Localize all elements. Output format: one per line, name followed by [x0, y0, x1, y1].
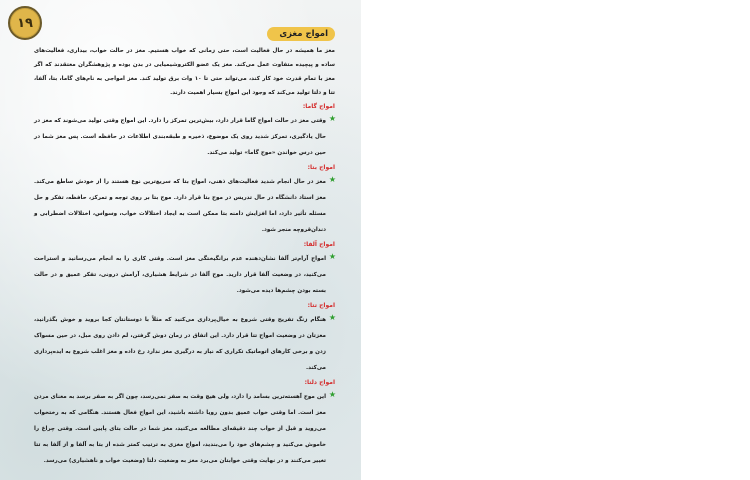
star-icon: ★ [328, 175, 336, 185]
section-text: این موج آهسته‌ترین بسامد را دارد، ولی هیچ وقت به صفر نمی‌رسد، چون اگر به صفر برسد به معنای مردن مغز است. اما وقتی خواب عمیق بدون رویا داشته باشید، این امواج فعال هستند. هنگامی که به رختخواب می‌روید و قبل از خواب چند دقیقه‌ای مطالعه می‌کنید، مغز شما در حالت بتای پایین است. وقتی چراغ را خاموش می‌کنید و چشم‌های خود را می‌بندید، امواج مغزی به ترتیب کمتر شده از بتا به آلفا و از آلفا به تتا تغییر می‌کنند و در نهایت وقتی خوابتان می‌برد مغز به وضعیت دلتا (وضعیت خواب و ناهشیاری) می‌رسد. [34, 394, 326, 465]
star-icon: ★ [328, 114, 336, 124]
section-heading: امواج تتا: [307, 302, 335, 310]
intro-paragraph: مغز ما همیشه در حال فعالیت است، حتی زمانی که خواب هستیم. مغز در حالت خواب، بیداری، فعالیت‌های ساده و پیچیده متفاوت عمل می‌کند. مغز یک عضو الکتروشیمیایی در بدن بوده و پژوهشگران معتقدند که اگر مغز با تمام قدرت خود کار کند، می‌تواند حتی تا ۱۰ وات برق تولید کند. مغز امواجی به نام‌های گاما، بتا، آلفا، تتا و دلتا تولید می‌کند که وجود این امواج بسیار اهمیت دارند. [34, 48, 335, 97]
document-page [0, 0, 361, 480]
page-content [34, 44, 335, 469]
section-heading: امواج دلتا: [304, 379, 335, 387]
section-heading: امواج گاما: [302, 103, 335, 111]
page-title: امواج مغزی [267, 27, 335, 41]
section-alpha [34, 239, 335, 299]
section-delta [34, 377, 335, 469]
section-heading: امواج بتا: [307, 164, 335, 172]
section-beta [34, 162, 335, 238]
section-heading: امواج آلفا: [303, 241, 335, 249]
section-text: امواج آرام‌تر آلفا نشان‌دهنده عدم برانگیختگی مغز است. وقتی کاری را به انجام می‌رسانید و استراحت می‌کنید، در وضعیت آلفا قرار دارید. موج آلفا در شرایط هشیاری، آرامش درونی، تفکر عمیق و در حالت بسته بودن چشم‌ها دیده می‌شود. [34, 256, 326, 295]
section-text: وقتی مغز در حالت امواج گاما قرار دارد، بیش‌ترین تمرکز را دارد. این امواج وقتی تولید می‌شوند که مغز در حال یادگیری، تمرکز شدید روی یک موضوع، ذخیره و طبقه‌بندی اطلاعات در حافظه است. پس مغز شما در حین درس خواندن «موج گاما» تولید می‌کند. [34, 118, 326, 157]
star-icon: ★ [328, 252, 336, 262]
star-icon: ★ [328, 390, 336, 400]
star-icon: ★ [328, 313, 336, 323]
section-text: مغز در حال انجام شدید فعالیت‌های ذهنی، امواج بتا که سریع‌ترین نوع هستند را از خودش ساطع می‌کند. مغز استاد دانشگاه در حال تدریس در موج بتا قرار دارد. موج بتا بر روی توجه و تمرکز، حافظه، تفکر و حل مسئله تأثیر دارد، اما افزایش دامنه بتا ممکن است به ایجاد اختلالات خواب، وسواس، اختلالات اضطرابی و دندان‌قروچه منجر شود. [34, 179, 326, 234]
section-theta [34, 300, 335, 376]
section-gamma [34, 101, 335, 161]
page-number-badge: ۱۹ [8, 6, 42, 40]
section-text: هنگام زنگ تفریح وقتی شروع به خیال‌پردازی می‌کنید که مثلاً با دوستانتان کجا بروید و خوش بگذرانید، مغزتان در وضعیت امواج تتا قرار دارد. این اتفاق در زمان دوش گرفتن، لم دادن روی مبل، در حین مسواک زدن و برخی کارهای اتوماتیک تکراری که نیاز به درگیری مغز ندارد رخ داده و مغز اغلب شروع به ایده‌پردازی می‌کند. [34, 317, 326, 372]
